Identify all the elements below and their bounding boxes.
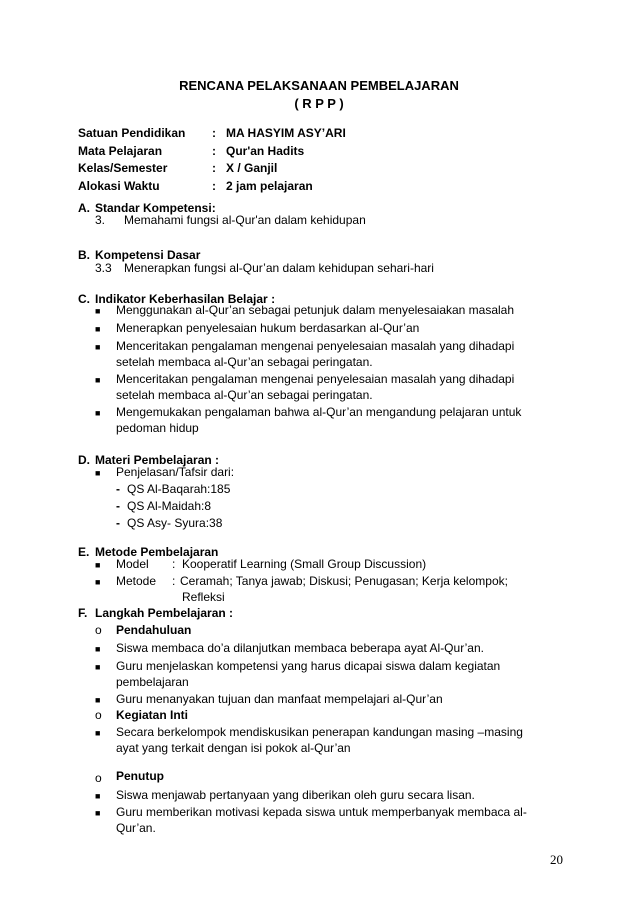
- info-value: X / Ganjil: [226, 161, 278, 175]
- section-letter: A.: [78, 201, 90, 215]
- materi-sub-item: QS Al-Maidah:8: [127, 499, 212, 513]
- section-letter: D.: [78, 453, 90, 467]
- metode-value-continued: Refleksi: [182, 590, 225, 604]
- indicator-item: Mengemukakan pengalaman bahwa al-Qur’an mengandung pelajaran untuk: [116, 405, 522, 419]
- dash-bullet: -: [116, 516, 120, 530]
- info-colon: :: [212, 143, 216, 158]
- model-label: Model: [116, 557, 149, 571]
- step-item: Guru menanyakan tujuan dan manfaat mempelajari al-Qur’an: [116, 692, 443, 706]
- section-a-number: 3.: [95, 213, 106, 227]
- section-f-heading: [78, 606, 233, 620]
- step-item: Siswa menjawab pertanyaan yang diberikan oleh guru secara lisan.: [116, 788, 475, 802]
- section-heading-text: Langkah Pembelajaran :: [95, 606, 234, 620]
- section-letter: B.: [78, 248, 90, 262]
- info-colon: :: [212, 161, 216, 175]
- square-bullet-icon: ■: [95, 375, 101, 385]
- section-letter: E.: [78, 545, 90, 559]
- info-row: [78, 126, 346, 144]
- model-value: Kooperatif Learning (Small Group Discussion): [182, 557, 427, 571]
- step-item: Guru memberikan motivasi kepada siswa untuk memperbanyak membaca al-: [116, 805, 527, 819]
- model-colon: :: [172, 557, 176, 571]
- indicator-item: Menceritakan pengalaman mengenai penyelesaian masalah yang dihadapi: [116, 372, 515, 386]
- square-bullet-icon: ■: [95, 808, 101, 818]
- section-heading-text: Standar Kompetensi:: [95, 201, 216, 215]
- square-bullet-icon: ■: [95, 791, 101, 801]
- info-colon: :: [212, 178, 216, 193]
- materi-sub-item: QS Asy- Syura:38: [127, 516, 223, 530]
- step-item-continued: pembelajaran: [116, 675, 189, 689]
- section-a-text: Memahami fungsi al-Qur'an dalam kehidupan: [124, 213, 366, 227]
- indicator-item: Menceritakan pengalaman mengenai penyelesaian masalah yang dihadapi: [116, 339, 515, 353]
- info-label: Mata Pelajaran: [78, 143, 163, 158]
- page-number: 20: [550, 852, 563, 867]
- indicator-item-continued: pedoman hidup: [116, 421, 199, 435]
- step-item-continued: ayat yang terkait dengan isi pokok al-Qur’an: [116, 741, 351, 755]
- section-letter: F.: [78, 606, 88, 620]
- document-subtitle: ( R P P ): [294, 96, 344, 111]
- info-row: [78, 179, 346, 197]
- section-heading-text: Materi Pembelajaran :: [95, 453, 220, 467]
- square-bullet-icon: ■: [95, 728, 101, 738]
- step-item-continued: Qur’an.: [116, 821, 156, 835]
- step-inti: Kegiatan Inti: [116, 708, 189, 722]
- info-row: [78, 144, 346, 162]
- info-label: Alokasi Waktu: [78, 178, 160, 193]
- step-item: Guru menjelaskan kompetensi yang harus dicapai siswa dalam kegiatan: [116, 659, 501, 673]
- materi-sub-item: QS Al-Baqarah:185: [127, 482, 231, 496]
- info-label: Kelas/Semester: [78, 161, 168, 175]
- metode-label: Metode: [116, 574, 157, 588]
- square-bullet-icon: ■: [95, 306, 101, 316]
- info-colon: :: [212, 126, 216, 140]
- square-bullet-icon: ■: [95, 468, 101, 478]
- info-value: Qur'an Hadits: [226, 143, 305, 158]
- dash-bullet: -: [116, 499, 120, 513]
- square-bullet-icon: ■: [95, 560, 101, 570]
- square-bullet-icon: ■: [95, 695, 101, 705]
- indicator-item-continued: setelah membaca al-Qur’an sebagai peringatan.: [116, 355, 373, 369]
- info-label: Satuan Pendidikan: [78, 126, 186, 140]
- indicator-item: Menerapkan penyelesaian hukum berdasarkan al-Qur’an: [116, 321, 420, 335]
- section-heading-text: Indikator Keberhasilan Belajar :: [95, 292, 276, 306]
- square-bullet-icon: ■: [95, 342, 101, 352]
- document-title: RENCANA PELAKSANAAN PEMBELAJARAN: [179, 78, 459, 93]
- metode-value: Ceramah; Tanya jawab; Diskusi; Penugasan; Kerja kelompok;: [180, 574, 508, 588]
- square-bullet-icon: ■: [95, 408, 101, 418]
- section-heading-text: Kompetensi Dasar: [95, 248, 201, 262]
- circle-bullet-icon: o: [95, 771, 102, 785]
- step-penutup: Penutup: [116, 769, 164, 783]
- indicator-item-continued: setelah membaca al-Qur’an sebagai peringatan.: [116, 388, 373, 402]
- section-letter: C.: [78, 292, 90, 306]
- circle-bullet-icon: o: [95, 708, 102, 722]
- metode-colon: :: [172, 574, 176, 588]
- square-bullet-icon: ■: [95, 324, 101, 334]
- info-value: MA HASYIM ASY’ARI: [226, 126, 346, 140]
- info-row: [78, 161, 346, 179]
- step-item: Secara berkelompok mendiskusikan penerapan kandungan masing –masing: [116, 725, 523, 739]
- square-bullet-icon: ■: [95, 644, 101, 654]
- square-bullet-icon: ■: [95, 662, 101, 672]
- section-heading-text: Metode Pembelajaran: [95, 545, 219, 559]
- square-bullet-icon: ■: [95, 577, 101, 587]
- indicator-item: Menggunakan al-Qur’an sebagai petunjuk dalam menyelesaiakan masalah: [116, 303, 515, 317]
- info-value: 2 jam pelajaran: [226, 178, 313, 193]
- circle-bullet-icon: o: [95, 623, 102, 637]
- step-item: Siswa membaca do’a dilanjutkan membaca beberapa ayat Al-Qur’an.: [116, 641, 484, 655]
- section-b-text: Menerapkan fungsi al-Qur’an dalam kehidupan sehari-hari: [124, 261, 434, 275]
- section-b-number: 3.3: [95, 261, 112, 275]
- identity-table: [78, 126, 346, 196]
- materi-item: Penjelasan/Tafsir dari:: [116, 465, 235, 479]
- dash-bullet: -: [116, 482, 120, 496]
- step-pendahuluan: Pendahuluan: [116, 623, 192, 637]
